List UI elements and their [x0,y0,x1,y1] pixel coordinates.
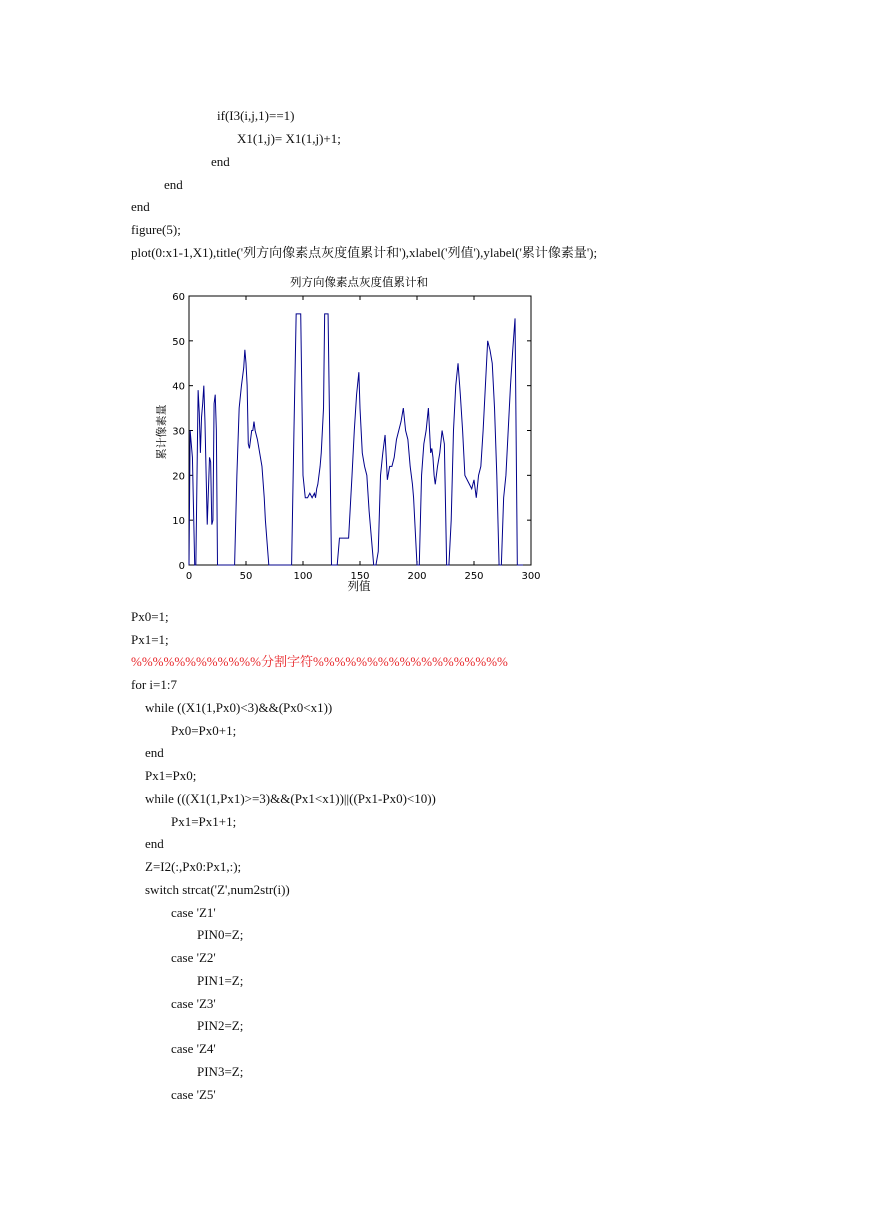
code-line: end [211,154,230,169]
y-tick-label: 20 [172,471,185,483]
code-line: while (((X1(1,Px1)>=3)&&(Px1<x1))||((Px1-Px0)<10)) [145,791,436,806]
code-line: case 'Z2' [171,950,216,965]
y-tick-label: 50 [172,336,185,348]
code-line: %%%%%%%%%%%%分割字符%%%%%%%%%%%%%%%%%% [131,654,508,669]
x-tick-label: 150 [350,571,370,582]
y-tick-label: 10 [172,516,185,528]
matlab-figure [140,272,550,598]
x-axis-label: 列值 [347,579,371,593]
y-tick-label: 40 [172,381,185,393]
x-tick-label: 300 [521,571,541,582]
code-line: end [131,199,150,214]
code-line: Px1=Px0; [145,768,197,783]
code-line: PIN1=Z; [197,973,244,988]
code-line: plot(0:x1-1,X1),title('列方向像素点灰度值累计和'),xlabel('列值'),ylabel('累计像素量'); [131,245,598,260]
code-line: Px0=Px0+1; [171,723,237,738]
y-tick-label: 60 [172,292,185,303]
code-line: Px0=1; [131,609,169,624]
code-line: PIN3=Z; [197,1064,244,1079]
code-line: if(I3(i,j,1)==1) [217,108,295,123]
code-line: end [145,745,164,760]
y-tick-label: 30 [172,426,185,438]
code-line: case 'Z1' [171,905,216,920]
code-line: Z=I2(:,Px0:Px1,:); [145,859,242,874]
code-line: case 'Z3' [171,996,216,1011]
code-line: figure(5); [131,222,181,237]
x-tick-label: 200 [407,571,427,582]
code-line: case 'Z5' [171,1087,216,1102]
code-line: while ((X1(1,Px0)<3)&&(Px0<x1)) [145,700,333,715]
code-line: case 'Z4' [171,1041,216,1056]
x-tick-label: 100 [293,571,313,582]
code-line: for i=1:7 [131,677,177,692]
code-line: end [164,177,183,192]
code-line: Px1=1; [131,632,169,647]
chart-title: 列方向像素点灰度值累计和 [290,275,428,289]
x-tick-label: 50 [239,571,253,582]
x-tick-label: 0 [185,571,193,582]
y-axis-label: 累计像素量 [155,404,168,460]
x-tick-label: 250 [464,571,484,582]
code-line: Px1=Px1+1; [171,814,237,829]
code-line: X1(1,j)= X1(1,j)+1; [237,131,341,146]
code-line: end [145,836,164,851]
y-tick-label: 0 [178,561,185,572]
code-line: switch strcat('Z',num2str(i)) [145,882,290,897]
code-line: PIN2=Z; [197,1018,244,1033]
code-line: PIN0=Z; [197,927,244,942]
plot-area [189,296,531,565]
